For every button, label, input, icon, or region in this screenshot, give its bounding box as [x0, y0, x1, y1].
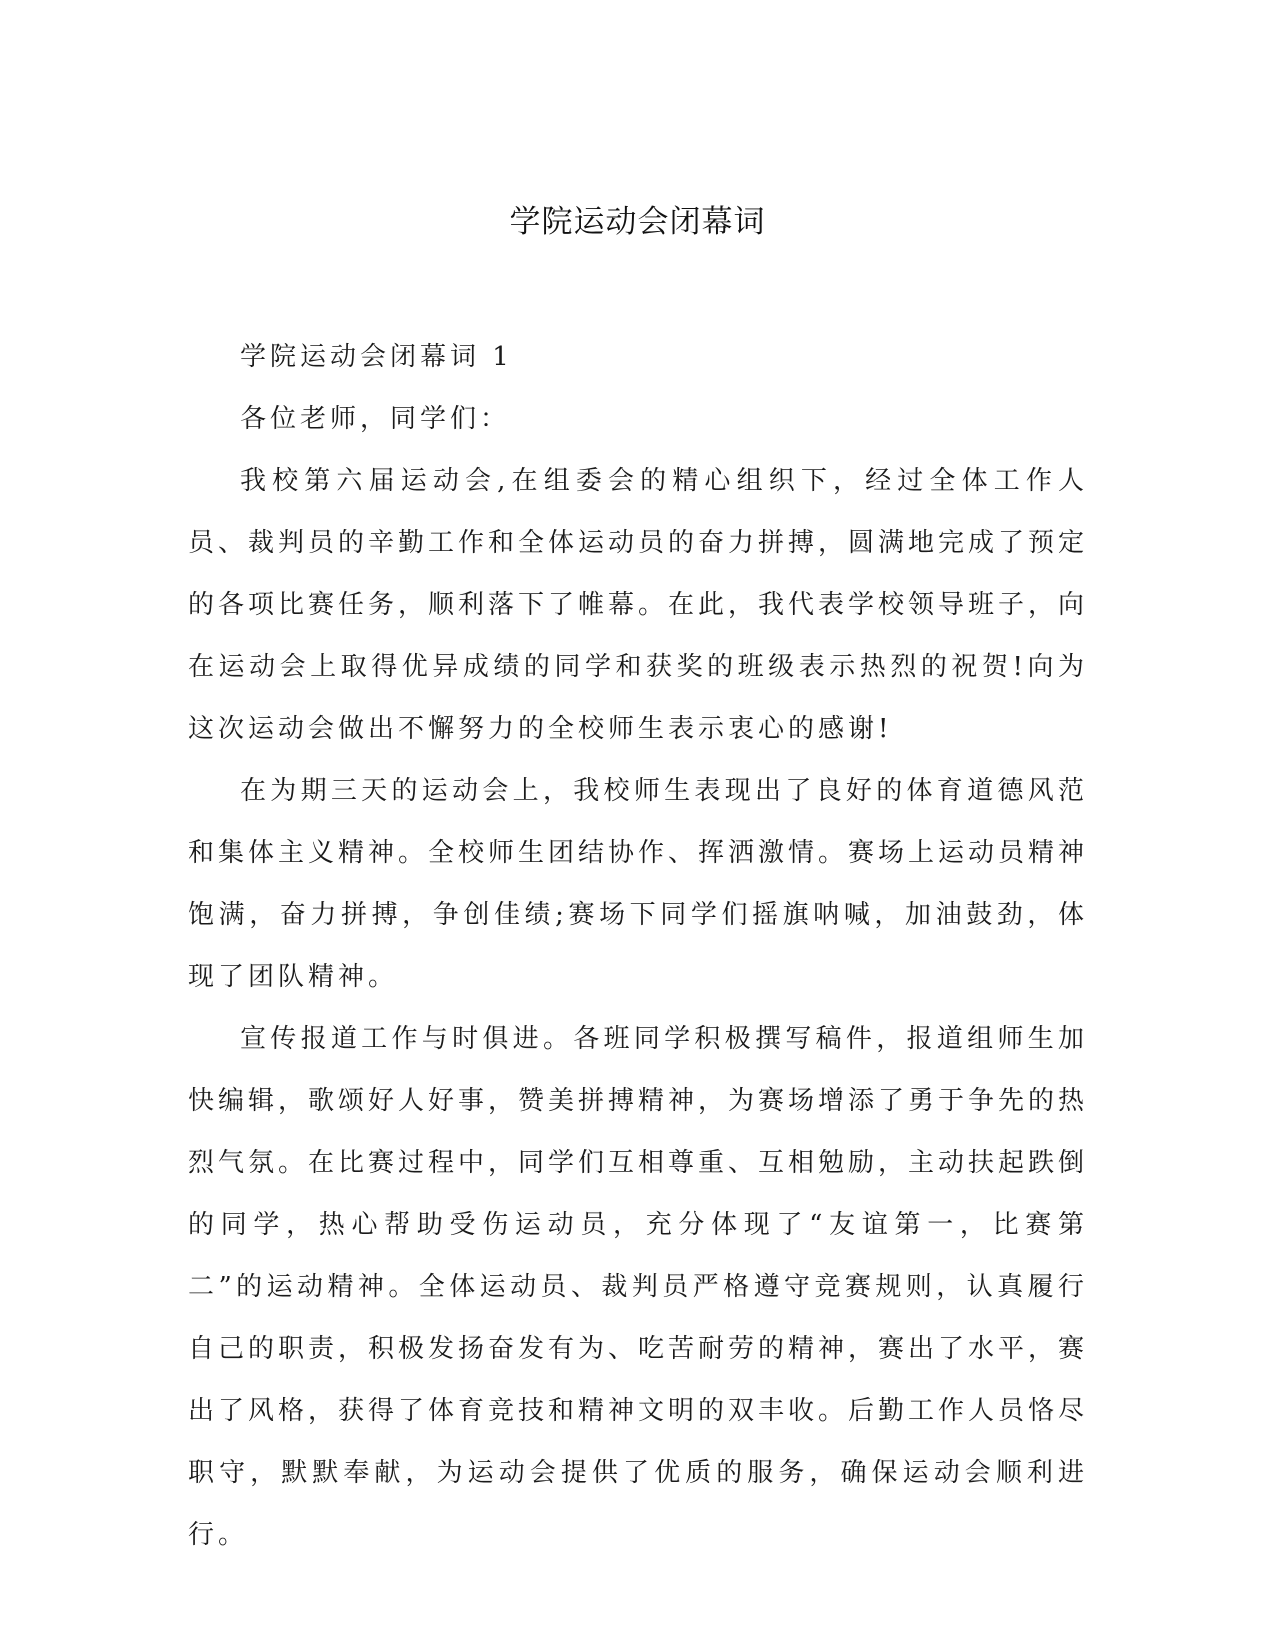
document-body — [188, 326, 1088, 1566]
paragraph: 我校第六届运动会,在组委会的精心组织下，经过全体工作人员、裁判员的辛勤工作和全体运动员的奋力拼搏，圆满地完成了预定的各项比赛任务，顺利落下了帷幕。在此，我代表学校领导班子，向在运动会上取得优异成绩的同学和获奖的班级表示热烈的祝贺!向为这次运动会做出不懈努力的全校师生表示衷心的感谢! — [188, 466, 1089, 744]
section-heading: 学院运动会闭幕词 1 — [240, 342, 513, 372]
salutation: 各位老师，同学们： — [240, 404, 511, 434]
document-title: 学院运动会闭幕词 — [509, 204, 766, 240]
paragraph: 在为期三天的运动会上，我校师生表现出了良好的体育道德风范和集体主义精神。全校师生团结协作、挥洒激情。赛场上运动员精神饱满，奋力拼搏，争创佳绩;赛场下同学们摇旗呐喊，加油鼓劲，体现了团队精神。 — [188, 776, 1089, 992]
paragraph: 宣传报道工作与时俱进。各班同学积极撰写稿件，报道组师生加快编辑，歌颂好人好事，赞美拼搏精神，为赛场增添了勇于争先的热烈气氛。在比赛过程中，同学们互相尊重、互相勉励，主动扶起跌倒的同学，热心帮助受伤运动员，充分体现了“友谊第一，比赛第二”的运动精神。全体运动员、裁判员严格遵守竞赛规则，认真履行自己的职责，积极发扬奋发有为、吃苦耐劳的精神，赛出了水平，赛出了风格，获得了体育竞技和精神文明的双丰收。后勤工作人员恪尽职守，默默奉献，为运动会提供了优质的服务，确保运动会顺利进行。 — [188, 1024, 1089, 1550]
